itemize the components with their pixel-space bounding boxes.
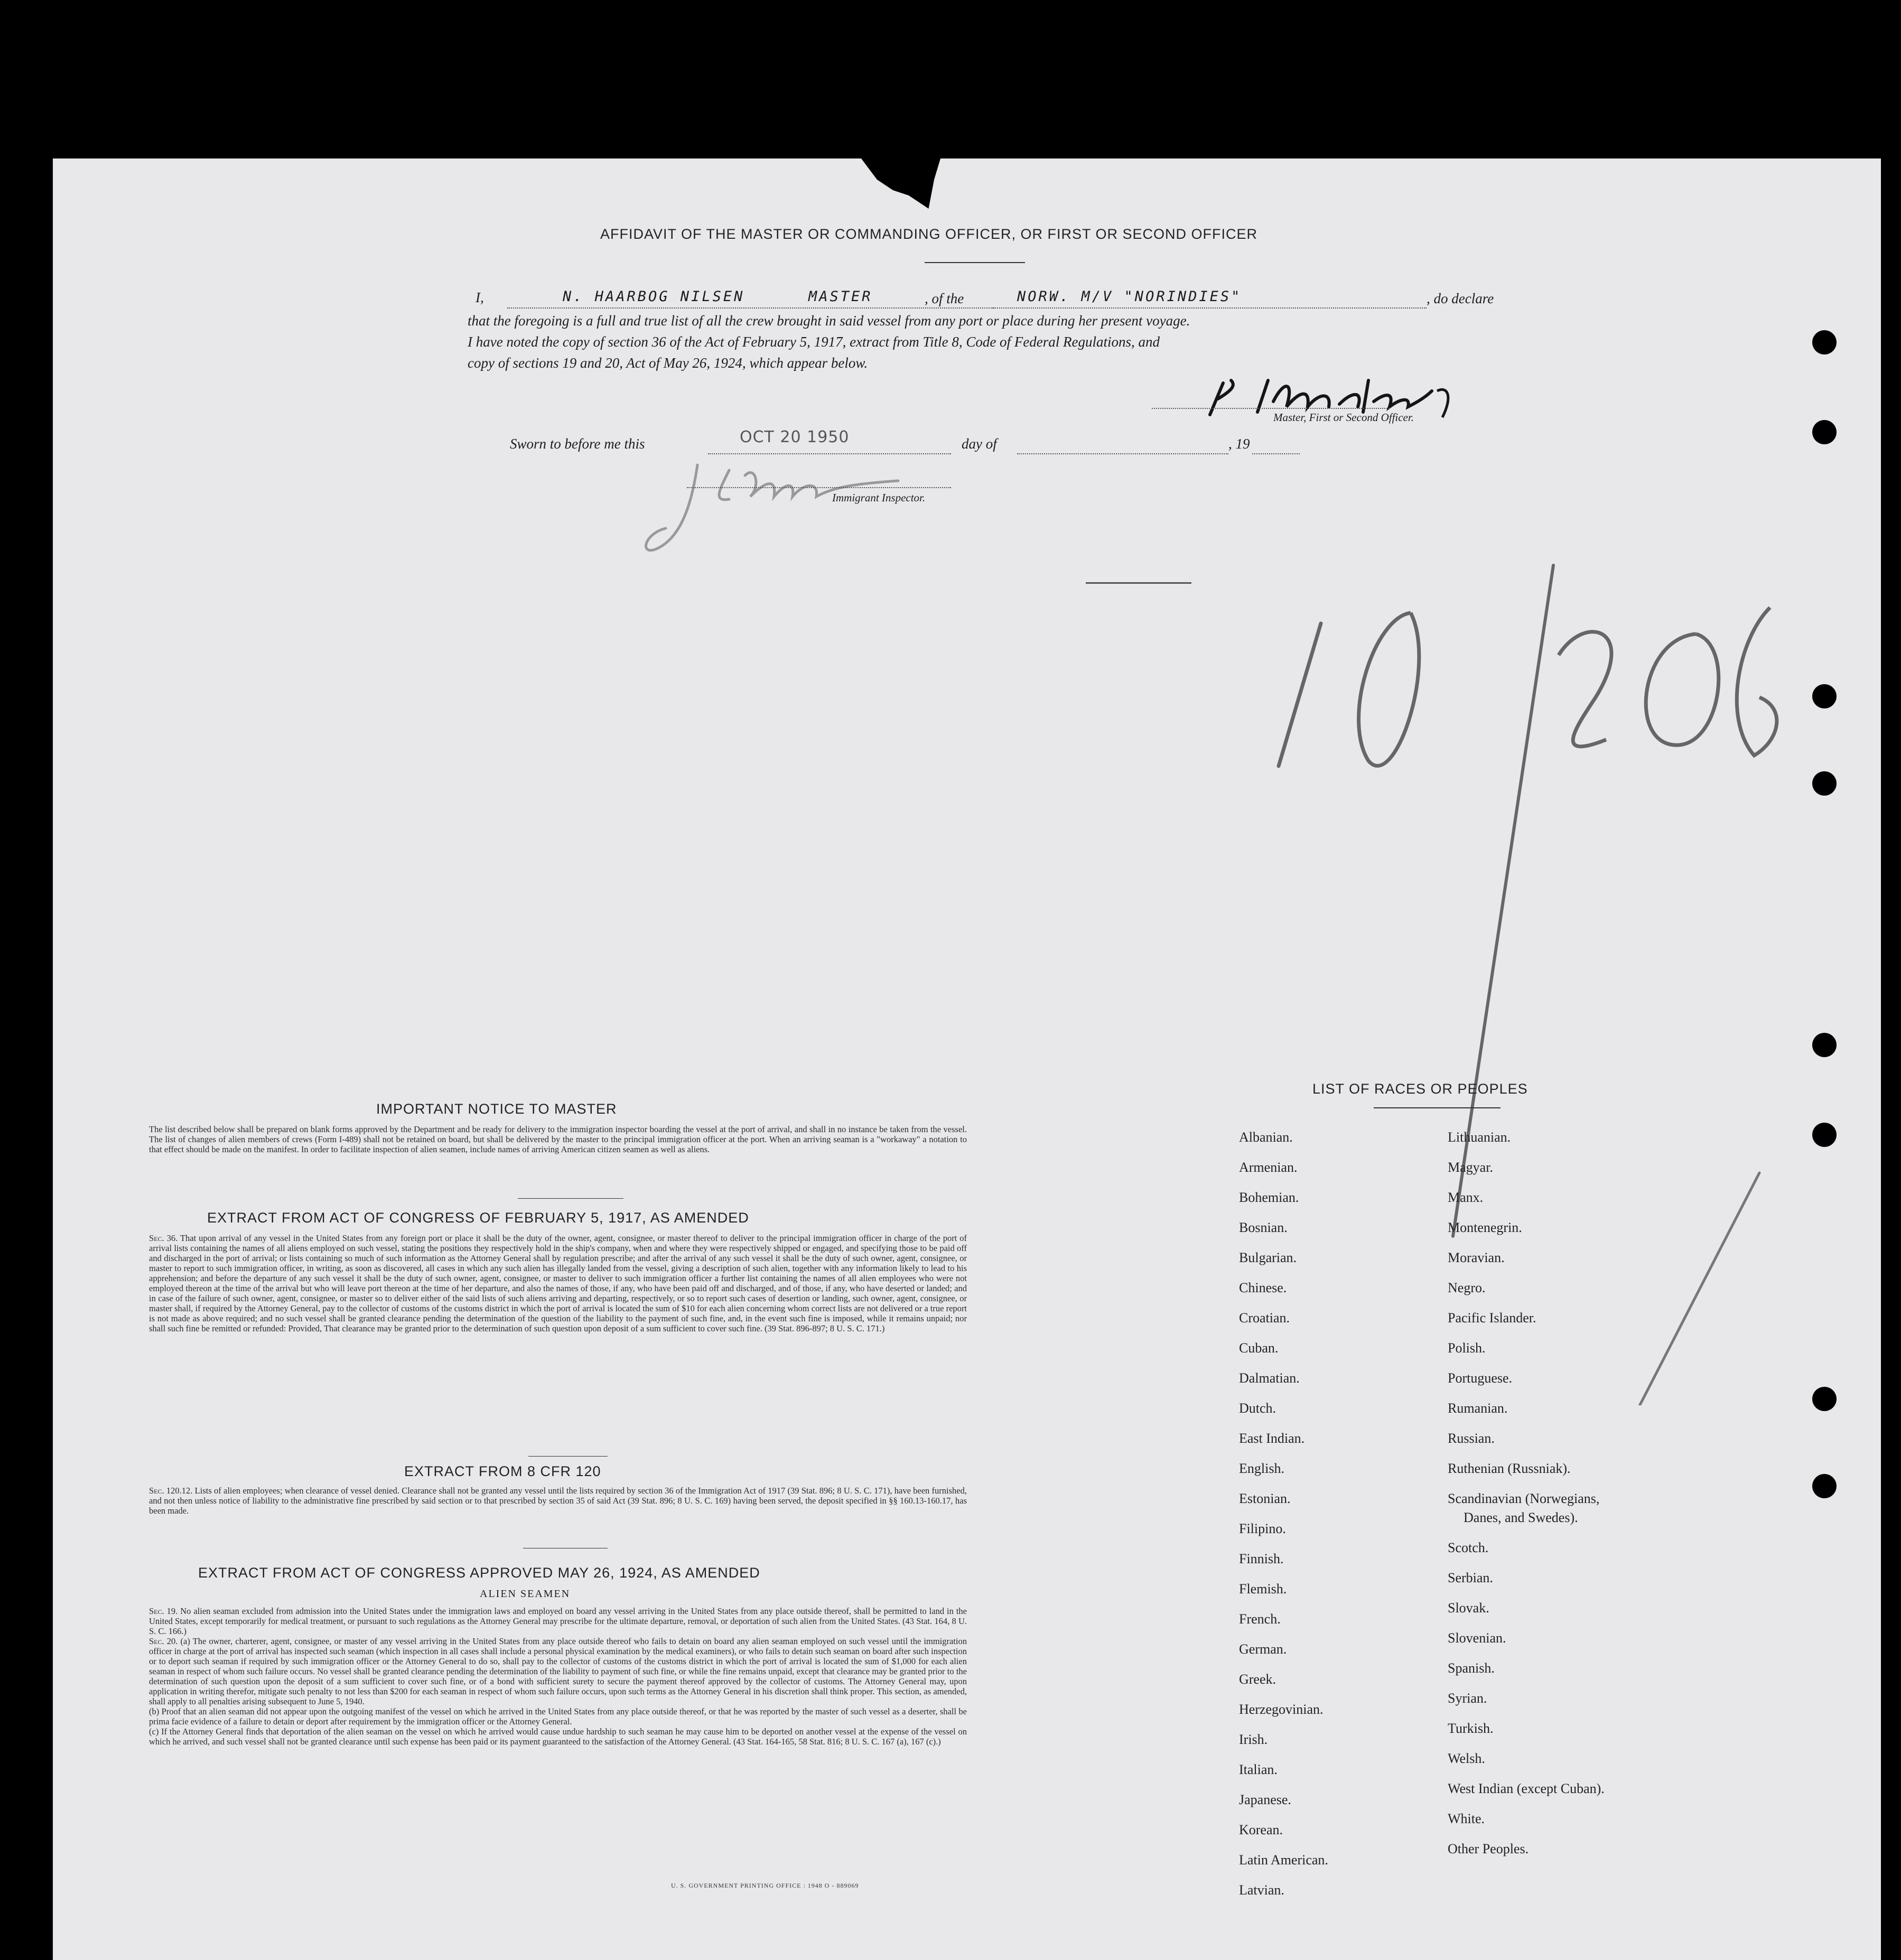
binder-hole	[1812, 1033, 1837, 1057]
sec-20b: (b) Proof that an alien seaman did not appear upon the outgoing manifest of the vessel on which he arrived in the United States from any place outside thereof, or that he was reported by the master of such vessel as a deserter, shall be prima facie evidence of a failure to detain or deport after requirement by the immigration officer or the Attorney General.	[149, 1706, 967, 1726]
race-item: Magyar.	[1448, 1160, 1493, 1175]
printing-office-footer: U. S. GOVERNMENT PRINTING OFFICE : 1948 O - 889069	[671, 1882, 859, 1889]
race-item: Japanese.	[1239, 1792, 1291, 1807]
race-item: Syrian.	[1448, 1691, 1487, 1706]
alien-seamen-subtitle: ALIEN SEAMEN	[480, 1588, 571, 1600]
binder-hole	[1812, 1123, 1837, 1147]
declaration-line-2: that the foregoing is a full and true list of all the crew brought in said vessel from any port or place during her present voyage.	[468, 313, 1190, 329]
notice-title: IMPORTANT NOTICE TO MASTER	[376, 1101, 617, 1117]
declare-text: , do declare	[1427, 291, 1494, 306]
race-item: Portuguese.	[1448, 1370, 1513, 1386]
inspector-line	[687, 486, 951, 488]
declaration-line-4: copy of sections 19 and 20, Act of May 26, 1924, which appear below.	[468, 355, 868, 371]
race-item: Bulgarian.	[1239, 1250, 1297, 1265]
binder-hole	[1812, 1387, 1837, 1411]
race-item: Flemish.	[1239, 1581, 1287, 1597]
sec-120-text: Lists of alien employees; when clearance of vessel denied. Clearance shall not be granted any vessel until the lists required by section 36 of the Immigration Act of 1917 (39 Stat. 896; 8 U. S. C. 171), have been furnished, and not then unless notice of liability to the administrative fine prescribed by said section or to that prescribed by section 35 of said Act (39 Stat. 896; 8 U. S. C. 169) having been served, the deposit specified in §§ 160.13-160.17, has been made.	[149, 1486, 967, 1516]
race-item: Armenian.	[1239, 1160, 1298, 1175]
sworn-text: Sworn to before me this	[510, 436, 645, 452]
sec-20a-text: (a) The owner, charterer, agent, consignee, or master of any vessel arriving in the United States from any place outside thereof who fails to detain on board any alien seaman employed on such vessel until the immigration officer in charge at the port of arrival has inspected such seaman (which inspection in all cases shall include a personal physical examination by the medical examiners), or who fails to detain such seaman on board after such inspection or to deport such seaman if required by such immigration officer or the Attorney General to do so, shall pay to the collector of customs of the customs district in which the port of arrival is located the sum of $1,000 for each alien seaman in respect of whom such failure occurs. No vessel shall be granted clearance pending the determination of the liability to payment of such fine, or while the fine remains unpaid, except that clearance may be granted prior to the determination of such question upon the deposit of a sum sufficient to cover such fine, or of a bond with sufficient surety to secure the payment thereof approved by the collector of customs. The Attorney General may, upon application in writing therefor, mitigate such penalty to not less than $200 for each seaman in respect of whom such failure occurs, upon such terms as the Attorney General in his discretion shall think proper. This section, as amended, shall apply to all penalties arising subsequent to June 5, 1940.	[149, 1636, 967, 1706]
sec-19-text: No alien seaman excluded from admission into the United States under the immigration laws and employed on board any vessel arriving in the United States from any place outside thereof, shall be permitted to land in the United States, except temporarily for medical treatment, or pursuant to such regulations as the Attorney General may prescribe for the ultimate departure, removal, or deportation of such alien from the United States. (43 Stat. 164, 8 U. S. C. 166.)	[149, 1606, 967, 1636]
sec-20c: (c) If the Attorney General finds that deportation of the alien seaman on the vessel on which he arrived would cause undue hardship to such seaman he may cause him to be deported on another vessel at the expense of the vessel on which he arrived, and such vessel shall not be granted clearance until such expense has been paid or its payment guaranteed to the satisfaction of the Attorney General. (43 Stat. 164-165, 58 Stat. 816; 8 U. S. C. 167 (a), 167 (c).)	[149, 1726, 967, 1747]
race-item: Cuban.	[1239, 1340, 1279, 1356]
race-item: Latvian.	[1239, 1882, 1284, 1898]
extract-cfr-body	[149, 1486, 967, 1516]
race-item: Scandinavian (Norwegians,	[1448, 1491, 1600, 1506]
sec-19-label: Sec. 19.	[149, 1606, 178, 1616]
of-the-text: , of the	[925, 291, 964, 306]
race-item: Other Peoples.	[1448, 1841, 1529, 1856]
race-item: Welsh.	[1448, 1751, 1485, 1766]
vessel-name: NORW. M/V "NORINDIES"	[1017, 288, 1242, 305]
sec-36-text: That upon arrival of any vessel in the United States from any foreign port or place it shall be the duty of the owner, agent, consignee, or master thereof to deliver to the principal immigration officer in charge of the port of arrival lists containing the names of all aliens employed on such vessel, stating the positions they respectively hold in the ship's company, when and where they were respectively shipped or engaged, and specifying those to be paid off and discharged in the port of arrival; or lists containing so much of such information as the Attorney General shall by regulation prescribe; and after the arrival of any such vessel it shall be the duty of such owner, agent, consignee, or master to report to such immigration officer, in writing, as soon as discovered, all cases in which any such alien has illegally landed from the vessel, giving a description of such alien, together with any information likely to lead to his apprehension; and before the departure of any such vessel it shall be the duty of such owner, agent, consignee, or master to deliver to such immigration officer a further list containing the names of all alien employees who were not employed thereon at the time of the arrival but who will leave port thereon at the time of her departure, and also the names of those, if any, who have been paid off and discharged, and of those, if any, who have deserted or landed; and in case of the failure of such owner, agent, consignee, or master so to deliver either of the said lists of such aliens arriving and departing, respectively, or so to report such cases of desertion or landing, such owner, agent, consignee, or master shall, if required by the Attorney General, pay to the collector of customs of the customs district in which the port of arrival is located the sum of $10 for each alien concerning whom correct lists are not delivered or a true report is not made as above required; and no such vessel shall be granted clearance pending the determination of the question of the liability to the payment of such fine, and, in the event such fine is imposed, while it remains unpaid; nor shall such fine be remitted or refunded: Provided, That clearance may be granted prior to the determination of such question upon deposit of a sum sufficient to cover such fine. (39 Stat. 896-897; 8 U. S. C. 171.)	[149, 1233, 967, 1333]
race-item: Chinese.	[1239, 1280, 1287, 1295]
declaration-line-3: I have noted the copy of section 36 of the Act of February 5, 1917, extract from Title 8, Code of Federal Regulations, and	[468, 334, 1160, 350]
binder-hole	[1812, 684, 1837, 708]
race-item: Dalmatian.	[1239, 1370, 1300, 1386]
signature-caption: Master, First or Second Officer.	[1273, 411, 1414, 424]
extract-1924-body	[149, 1606, 967, 1747]
race-item: Irish.	[1239, 1732, 1268, 1747]
race-item: Serbian.	[1448, 1570, 1493, 1585]
race-item: Slovenian.	[1448, 1630, 1506, 1646]
race-item: Lithuanian.	[1448, 1130, 1511, 1145]
master-rank: MASTER	[808, 288, 873, 305]
notice-body: The list described below shall be prepared on blank forms approved by the Department and be ready for delivery to the immigration inspector boarding the vessel at the port of arrival, and shall in no instance be taken from the vessel. The list of changes of alien members of crews (Form I-489) shall not be retained on board, but shall be delivered by the master to the principal immigration officer at the port. When an arriving seaman is a "workaway" a notation to that effect should be made on the manifest. In order to facilitate inspection of alien seamen, include names of arriving American citizen seamen as well as aliens.	[149, 1124, 967, 1154]
sec-20-label: Sec. 20.	[149, 1636, 178, 1646]
race-item: Filipino.	[1239, 1521, 1286, 1536]
race-item: Dutch.	[1239, 1401, 1276, 1416]
affidavit-title: AFFIDAVIT OF THE MASTER OR COMMANDING OFFICER, OR FIRST OR SECOND OFFICER	[600, 226, 1258, 242]
race-item: White.	[1448, 1811, 1485, 1826]
sec-36-label: Sec. 36.	[149, 1233, 178, 1243]
race-item: Albanian.	[1239, 1130, 1293, 1145]
inspector-signature	[623, 454, 993, 560]
binder-hole	[1812, 420, 1837, 444]
race-item: Ruthenian (Russniak).	[1448, 1461, 1571, 1476]
year-prefix: , 19	[1228, 436, 1250, 452]
day-of-text: day of	[962, 436, 997, 452]
signature-line	[1152, 407, 1390, 409]
race-item: Herzegovinian.	[1239, 1702, 1324, 1717]
declaration-pronoun: I,	[476, 290, 484, 305]
races-title: LIST OF RACES OR PEOPLES	[1312, 1081, 1528, 1097]
sec-20a	[149, 1636, 967, 1706]
race-item: Croatian.	[1239, 1310, 1290, 1326]
race-item: Latin American.	[1239, 1852, 1328, 1868]
races-divider	[1374, 1107, 1501, 1108]
race-item: Russian.	[1448, 1431, 1495, 1446]
document-sheet	[53, 158, 1881, 1960]
race-item: English.	[1239, 1461, 1284, 1476]
race-item: Bohemian.	[1239, 1190, 1299, 1205]
race-item: Negro.	[1448, 1280, 1486, 1295]
race-item: Spanish.	[1448, 1660, 1495, 1676]
race-item: Slovak.	[1448, 1600, 1489, 1616]
binder-hole	[1812, 1474, 1837, 1498]
race-item: West Indian (except Cuban).	[1448, 1781, 1605, 1796]
year-blank	[1252, 437, 1300, 454]
race-item: French.	[1239, 1611, 1281, 1627]
race-item: Turkish.	[1448, 1721, 1494, 1736]
extract-1917-divider	[528, 1456, 608, 1457]
race-item: German.	[1239, 1641, 1287, 1657]
sec-19	[149, 1606, 967, 1636]
race-item: Bosnian.	[1239, 1220, 1288, 1235]
sec-120-label: Sec. 120.12.	[149, 1486, 193, 1496]
handwritten-notation	[1215, 507, 1881, 1405]
extract-cfr-title: EXTRACT FROM 8 CFR 120	[404, 1463, 601, 1479]
race-item: Italian.	[1239, 1762, 1278, 1777]
binder-hole	[1812, 771, 1837, 796]
master-name: N. HAARBOG NILSEN	[563, 288, 745, 305]
extract-1924-title: EXTRACT FROM ACT OF CONGRESS APPROVED MAY 26, 1924, AS AMENDED	[198, 1565, 760, 1581]
race-item: Scotch.	[1448, 1540, 1489, 1555]
extract-1917-title: EXTRACT FROM ACT OF CONGRESS OF FEBRUARY 5, 1917, AS AMENDED	[207, 1210, 749, 1226]
race-item: Rumanian.	[1448, 1401, 1508, 1416]
race-item: Danes, and Swedes).	[1464, 1510, 1578, 1525]
race-item: Finnish.	[1239, 1551, 1284, 1566]
race-item: Estonian.	[1239, 1491, 1291, 1506]
title-divider	[925, 262, 1025, 263]
date-stamp: OCT 20 1950	[740, 428, 850, 446]
race-item: Manx.	[1448, 1190, 1484, 1205]
extract-1917-body	[149, 1233, 967, 1333]
race-item: Greek.	[1239, 1672, 1276, 1687]
race-item: Polish.	[1448, 1340, 1486, 1356]
race-item: Moravian.	[1448, 1250, 1505, 1265]
race-item: Korean.	[1239, 1822, 1283, 1837]
binder-hole	[1812, 330, 1837, 354]
month-blank	[1017, 437, 1228, 454]
inspector-caption: Immigrant Inspector.	[832, 491, 926, 504]
notice-divider	[518, 1198, 623, 1199]
race-item: Pacific Islander.	[1448, 1310, 1536, 1326]
race-item: East Indian.	[1239, 1431, 1305, 1446]
race-item: Montenegrin.	[1448, 1220, 1522, 1235]
separator-mark	[1086, 582, 1191, 584]
